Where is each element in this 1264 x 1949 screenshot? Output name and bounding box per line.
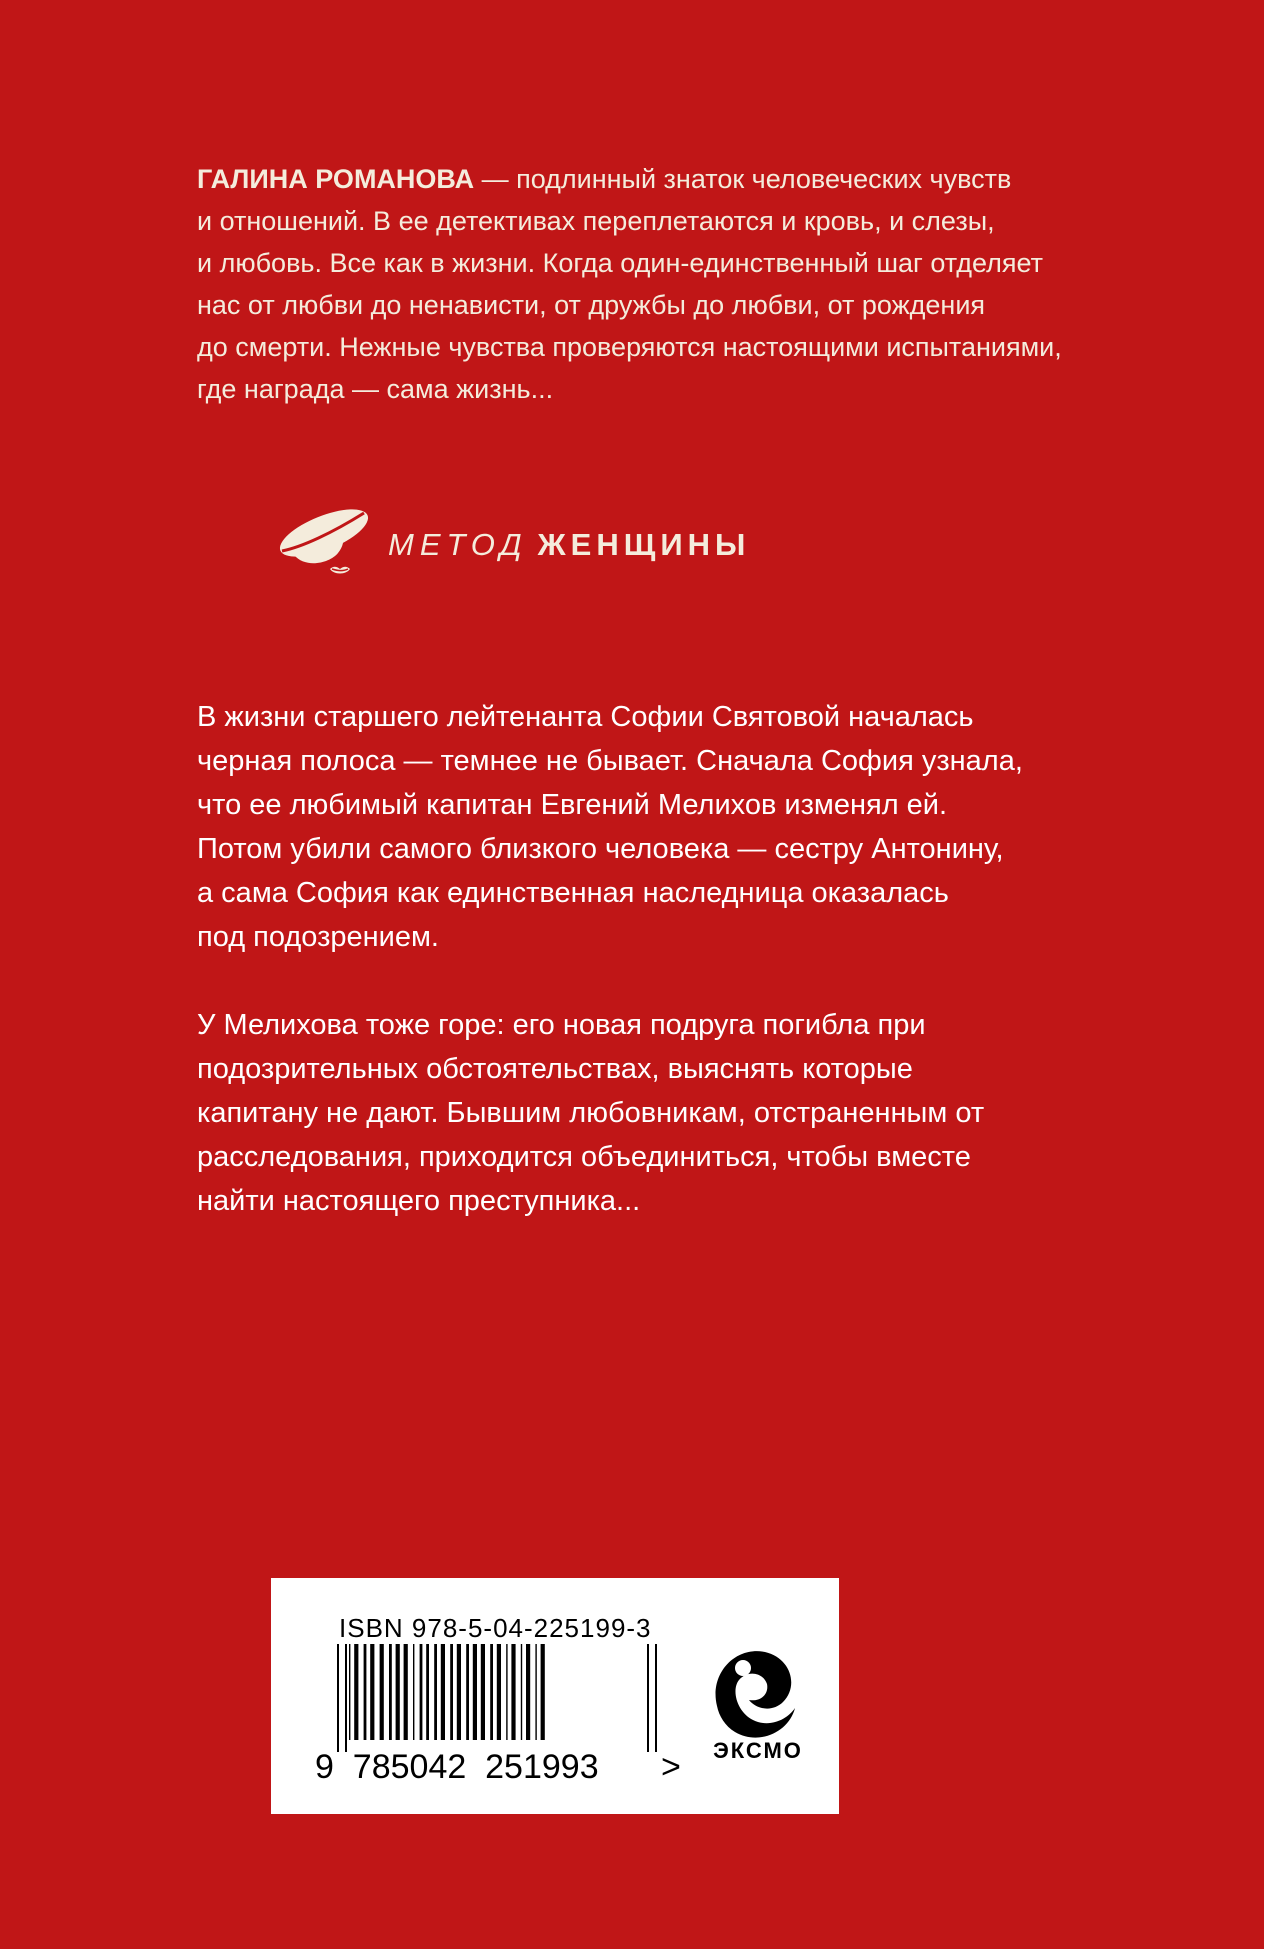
- author-blurb-line: и любовь. Все как в жизни. Когда один-единственный шаг отделяет: [197, 248, 1043, 278]
- barcode-icon: [337, 1644, 657, 1752]
- author-blurb-line-rest: — подлинный знаток человеческих чувств: [474, 164, 1012, 194]
- author-name: ГАЛИНА РОМАНОВА: [197, 164, 475, 194]
- annotation-paragraph-1: [197, 695, 1117, 959]
- annotation-line: У Мелихова тоже горе: его новая подруга погибла при: [197, 1009, 926, 1041]
- author-blurb-line: и отношений. В ее детективах переплетаются и кровь, и слезы,: [197, 206, 995, 236]
- author-blurb-line: до смерти. Нежные чувства проверяются настоящими испытаниями,: [197, 332, 1062, 362]
- annotation-line: подозрительных обстоятельствах, выяснять которые: [197, 1053, 913, 1085]
- annotation-line: найти настоящего преступника...: [197, 1185, 641, 1217]
- annotation-line: расследования, приходится объединиться, чтобы вместе: [197, 1141, 971, 1173]
- author-blurb-line: где награда — сама жизнь...: [197, 374, 554, 404]
- annotation-line: что ее любимый капитан Евгений Мелихов изменял ей.: [197, 789, 948, 821]
- series-title-bold: ЖЕНЩИНЫ: [537, 527, 751, 562]
- barcode-box: [271, 1578, 839, 1814]
- annotation-line: под подозрением.: [197, 921, 439, 953]
- barcode-digits: 9 785042 251993: [315, 1748, 599, 1786]
- series-title-light: МЕТОД: [388, 527, 528, 562]
- publisher-name: ЭКСМО: [713, 1738, 803, 1763]
- annotation-line: черная полоса — темнее не бывает. Сначала София узнала,: [197, 745, 1023, 777]
- series-title: [388, 527, 750, 563]
- isbn-label: ISBN 978-5-04-225199-3: [339, 1613, 652, 1643]
- book-annotation: [197, 695, 1117, 1223]
- author-blurb: [197, 158, 1157, 410]
- annotation-line: В жизни старшего лейтенанта Софии Святовой началась: [197, 701, 974, 733]
- barcode-arrow: >: [661, 1748, 681, 1786]
- author-blurb-line: [197, 158, 1157, 200]
- series-logo: [272, 500, 750, 590]
- author-blurb-line: нас от любви до ненависти, от дружбы до любви, от рождения: [197, 290, 986, 320]
- hat-lips-icon: [272, 503, 374, 587]
- annotation-paragraph-2: [197, 1003, 1117, 1223]
- annotation-line: а сама София как единственная наследница оказалась: [197, 877, 949, 909]
- annotation-line: капитану не дают. Бывшим любовникам, отстраненным от: [197, 1097, 985, 1129]
- annotation-line: Потом убили самого близкого человека — сестру Антонину,: [197, 833, 1004, 865]
